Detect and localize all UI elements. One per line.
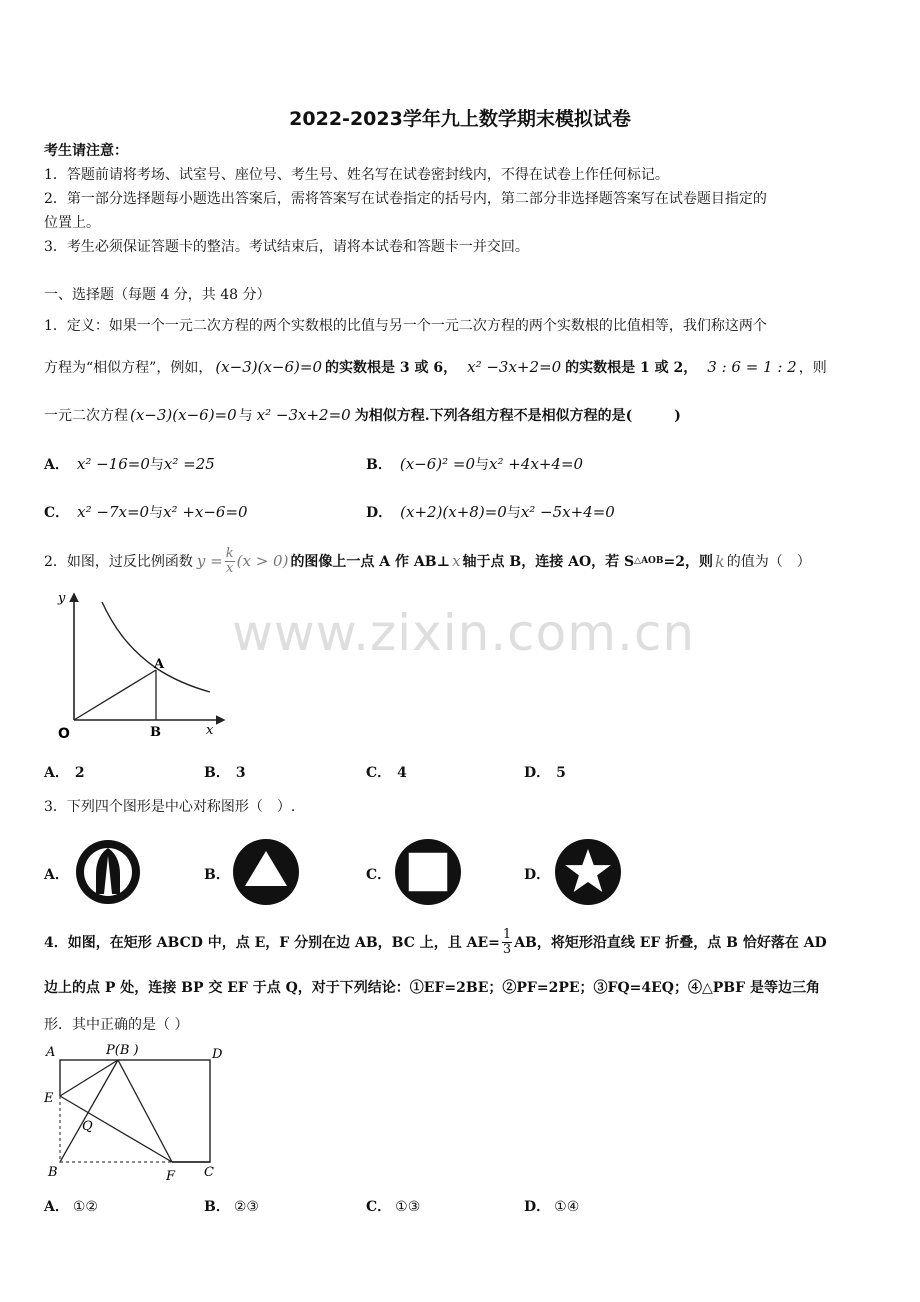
arch-symbol-icon[interactable]	[74, 838, 142, 906]
watermark: www.zixin.com.cn	[232, 604, 696, 662]
circle-star-icon[interactable]	[554, 838, 622, 906]
option-eq: x² +x−6=0	[163, 503, 248, 521]
option-value: 2	[74, 765, 85, 781]
label-e: E	[44, 1091, 54, 1106]
label-a: A	[154, 657, 165, 672]
label-b: B	[48, 1165, 58, 1180]
q2-text-a: 2．如图，过反比例函数	[44, 554, 193, 570]
q3-option-b-label[interactable]: B．	[204, 867, 230, 883]
q1-line-2	[44, 357, 827, 377]
option-label: B．	[204, 765, 230, 781]
page-title: 2022-2023学年九上数学期末模拟试卷	[289, 108, 631, 130]
option-conj: 与	[475, 457, 490, 473]
q4-option-b[interactable]	[204, 1196, 259, 1216]
q1-text-c: 的实数根是 1 或 2，	[565, 360, 698, 376]
q1-text-f: 与	[238, 408, 253, 424]
notice-line-3: 位置上。	[44, 215, 100, 231]
q3-option-d-label[interactable]: D．	[524, 867, 551, 883]
circle-square-icon[interactable]	[394, 838, 462, 906]
option-label: A．	[44, 1199, 69, 1215]
option-value: ②③	[233, 1199, 259, 1215]
q2-text-c: 轴于点 B，连接 AO，若 S	[462, 554, 635, 570]
q2-text-d: =2，则	[663, 554, 713, 570]
q1-text-g: 为相似方程.下列各组方程不是相似方程的是( )	[354, 408, 681, 424]
q1-eq-1: (x−3)(x−6)=0	[215, 358, 322, 376]
option-label: A．	[44, 457, 69, 473]
rectangle-abcd	[60, 1060, 210, 1162]
section-heading: 一、选择题（每题 4 分，共 48 分）	[44, 287, 271, 303]
option-label: D．	[524, 1199, 551, 1215]
option-label: D．	[366, 505, 393, 521]
q1-eq-5: x² −3x+2=0	[256, 406, 351, 424]
option-label: C．	[366, 1199, 392, 1215]
option-eq: (x−6)² =0	[399, 455, 476, 473]
q4-line-1	[44, 920, 827, 964]
q4-figure	[40, 1040, 240, 1186]
q2-option-d[interactable]	[524, 762, 566, 782]
q2-func-fraction	[225, 547, 235, 576]
q1-option-b[interactable]	[366, 454, 583, 474]
option-label: B．	[204, 1199, 230, 1215]
option-label: B．	[366, 457, 392, 473]
q1-eq-2: x² −3x+2=0	[467, 358, 562, 376]
q1-option-a[interactable]	[44, 454, 215, 474]
q2-func-x: x	[226, 560, 234, 576]
label-c: C	[204, 1165, 214, 1180]
q2-option-c[interactable]	[366, 762, 407, 782]
q3-option-a-label[interactable]: A．	[44, 867, 69, 883]
label-q: Q	[82, 1119, 93, 1134]
q2-k: k	[715, 551, 725, 571]
label-b: B	[150, 725, 161, 740]
q4-frac-num: 1	[502, 926, 512, 942]
option-label: D．	[524, 765, 551, 781]
q2-option-b[interactable]	[204, 762, 246, 782]
option-value: ①③	[395, 1199, 421, 1215]
q4-option-a[interactable]	[44, 1196, 98, 1216]
q3-option-c-label[interactable]: C．	[366, 867, 392, 883]
q2-text-b: 的图像上一点 A 作 AB⊥	[290, 554, 451, 570]
option-value: 5	[556, 765, 566, 781]
option-conj: 与	[149, 457, 164, 473]
q1-text-b: 的实数根是 3 或 6，	[325, 360, 458, 376]
segment-bp	[60, 1060, 118, 1162]
label-y: y	[58, 591, 66, 606]
q4-frac-den: 3	[502, 941, 512, 957]
q4-text-a: 4．如图，在矩形 ABCD 中，点 E，F 分别在边 AB，BC 上，且 AE=	[44, 935, 500, 951]
option-eq: (x+2)(x+8)=0	[400, 503, 507, 521]
q2-option-a[interactable]	[44, 762, 85, 782]
option-label: C．	[366, 765, 392, 781]
notice-line-1: 1．答题前请将考场、试室号、座位号、考生号、姓名写在试卷密封线内，不得在试卷上作任何标记。	[44, 167, 669, 183]
segment-ao	[74, 670, 156, 720]
q1-text-a: 方程为“相似方程”，例如，	[44, 360, 213, 376]
q1-text-d: ，则	[798, 360, 827, 376]
q2-stem: 2．如图，过反比例函数 y = $\frac{k}{x}$ (x > 0) 的图像上一点 A 作 AB⊥ x 轴于点 B，连接 AO，若 S △AOB =2，则 k 的值为（ ）	[44, 545, 811, 576]
option-label: C．	[44, 505, 70, 521]
option-label: A．	[44, 765, 69, 781]
notice-line-4: 3．考生必须保证答题卡的整洁。考试结束后，请将本试卷和答题卡一并交回。	[44, 239, 529, 255]
option-value: ①④	[554, 1199, 580, 1215]
q1-line-1: 1．定义：如果一个一元二次方程的两个实数根的比值与另一个一元二次方程的两个实数根的比值相等，我们称这两个	[44, 318, 767, 334]
q1-line-3	[44, 405, 681, 425]
q2-func-cond: (x > 0)	[236, 552, 289, 570]
label-p: P(B )	[106, 1043, 139, 1058]
q1-eq-4: (x−3)(x−6)=0	[130, 406, 237, 424]
option-eq: x² =25	[163, 455, 215, 473]
q1-option-c[interactable]	[44, 502, 248, 522]
option-value: ①②	[72, 1199, 98, 1215]
q2-func-k: k	[225, 545, 234, 561]
option-eq: x² +4x+4=0	[489, 455, 584, 473]
notice-heading: 考生请注意：	[44, 143, 128, 159]
label-f: F	[166, 1169, 176, 1184]
q2-func-y: y =	[196, 552, 223, 570]
option-eq: x² −16=0	[76, 455, 150, 473]
q3-stem: 3．下列四个图形是中心对称图形（ ）.	[44, 799, 296, 815]
q1-eq-3: 3 : 6 = 1 : 2	[707, 358, 797, 376]
segment-ep	[60, 1060, 118, 1096]
q4-text-b: AB，将矩形沿直线 EF 折叠，点 B 恰好落在 AD	[514, 935, 827, 951]
q4-option-c[interactable]	[366, 1196, 420, 1216]
q4-option-d[interactable]	[524, 1196, 579, 1216]
q4-line-2: 边上的点 P 处，连接 BP 交 EF 于点 Q，对于下列结论：①EF=2BE；②PF=2PE；③FQ=4EQ；④△PBF 是等边三角	[44, 980, 820, 996]
label-d: D	[212, 1047, 223, 1062]
option-conj: 与	[149, 505, 164, 521]
option-eq: x² −7x=0	[77, 503, 150, 521]
label-o: O	[58, 726, 70, 742]
option-conj: 与	[506, 505, 521, 521]
q2-figure	[44, 586, 234, 746]
q4-line-3: 形．其中正确的是（ ）	[44, 1017, 189, 1033]
option-value: 4	[397, 765, 407, 781]
option-value: 3	[235, 765, 246, 781]
option-eq: x² −5x+4=0	[520, 503, 615, 521]
label-x: x	[206, 723, 214, 738]
q4-fraction	[502, 928, 512, 957]
q1-option-d[interactable]	[366, 502, 615, 522]
q2-axis-x: x	[452, 552, 461, 570]
q2-text-e: 的值为（ ）	[726, 554, 811, 570]
notice-line-2: 2．第一部分选择题每小题选出答案后，需将答案写在试卷指定的括号内，第二部分非选择题答案写在试卷题目指定的	[44, 191, 767, 207]
label-a: A	[46, 1045, 56, 1060]
q1-text-e: 一元二次方程	[44, 408, 128, 424]
circle-triangle-icon[interactable]	[232, 838, 300, 906]
